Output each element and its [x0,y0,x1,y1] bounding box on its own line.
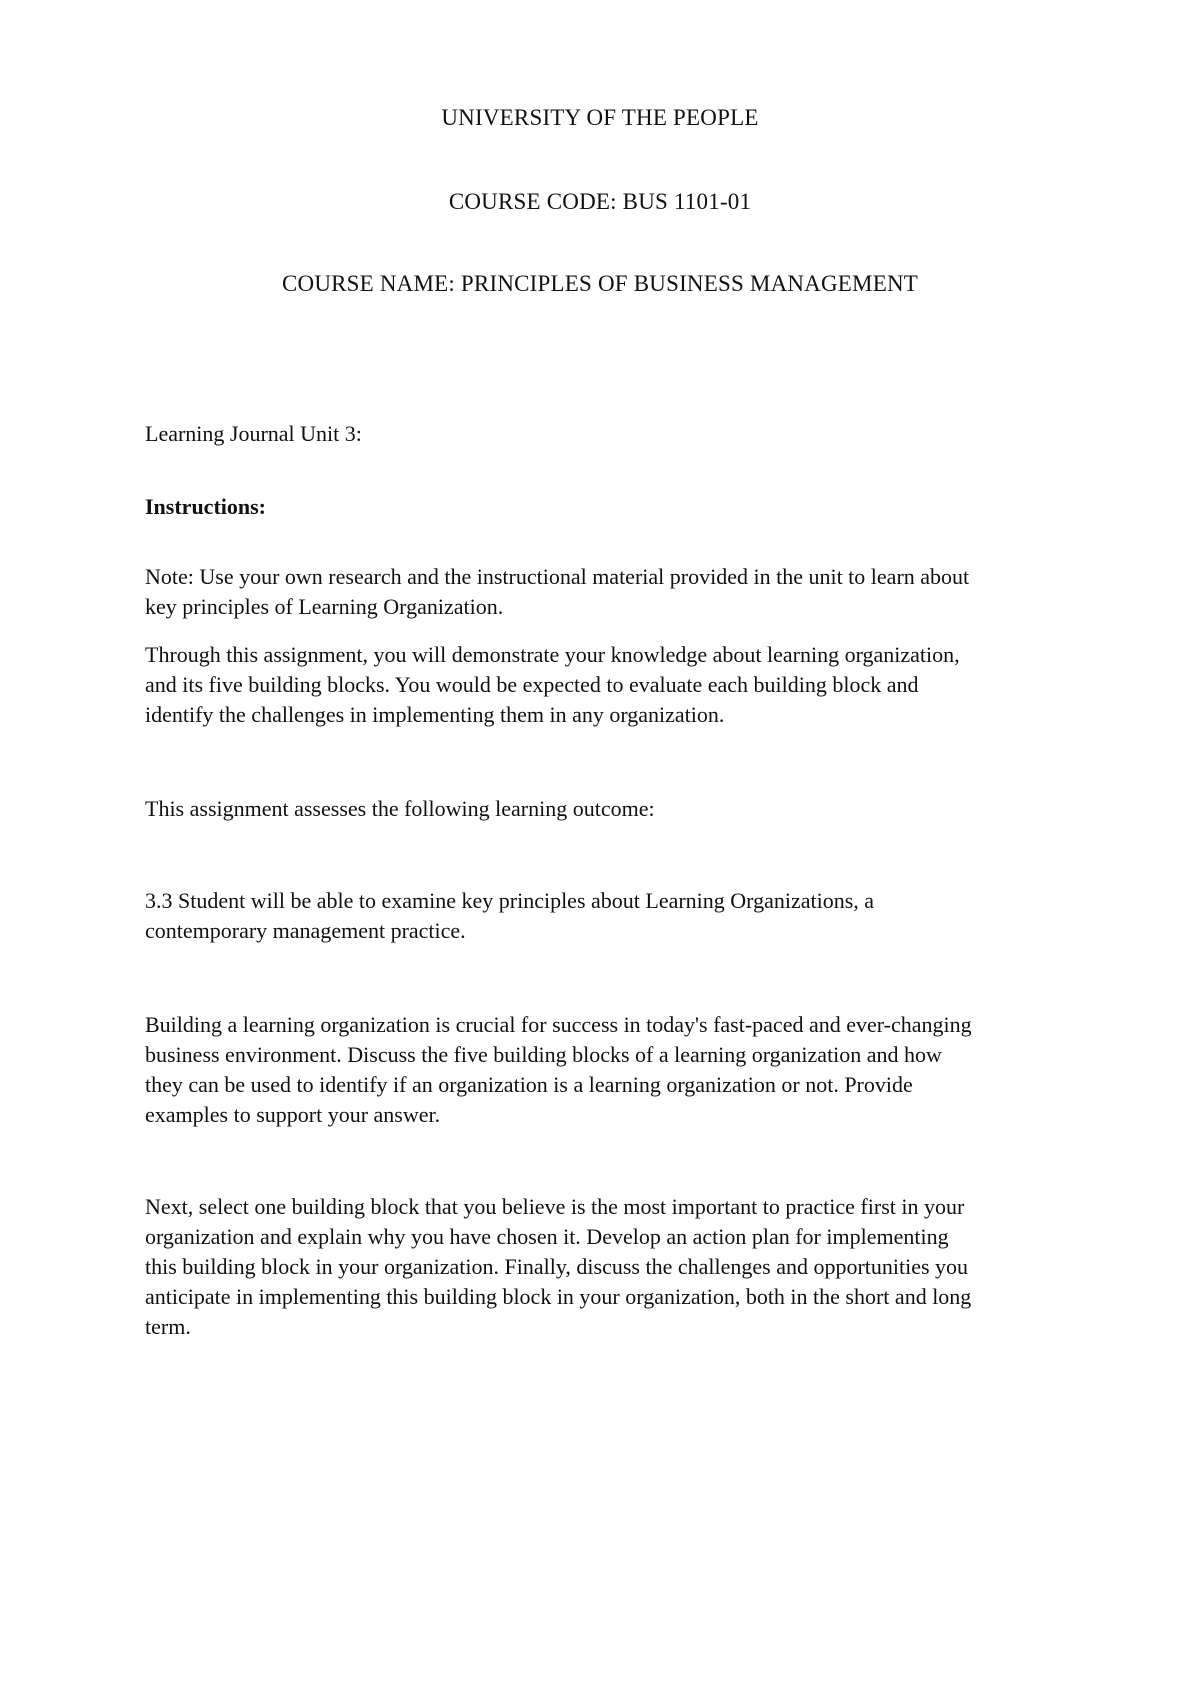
outcome-line: contemporary management practice. [145,918,466,943]
university-title: UNIVERSITY OF THE PEOPLE [441,105,759,130]
note-paragraph [145,562,1075,622]
next-line: this building block in your organization. Finally, discuss the challenges and opportunities you [145,1254,969,1279]
building-line: examples to support your answer. [145,1102,441,1127]
course-code: COURSE CODE: BUS 1101-01 [448,189,752,214]
note-line: Note: Use your own research and the instructional material provided in the unit to learn about [145,564,970,589]
next-line: term. [145,1314,191,1339]
through-paragraph [145,640,1075,730]
building-paragraph [145,1010,1075,1130]
building-line: Building a learning organization is crucial for success in today's fast-paced and ever-changing [145,1012,972,1037]
outcome-line: 3.3 Student will be able to examine key principles about Learning Organizations, a [145,888,875,913]
instructions-heading: Instructions: [145,494,267,519]
building-line: business environment. Discuss the five building blocks of a learning organization and how [145,1042,942,1067]
journal-title: Learning Journal Unit 3: [145,421,362,446]
note-line: key principles of Learning Organization. [145,594,504,619]
building-line: they can be used to identify if an organization is a learning organization or not. Provide [145,1072,913,1097]
through-line: Through this assignment, you will demonstrate your knowledge about learning organization, [145,642,960,667]
outcome-paragraph [145,886,1075,946]
course-name: COURSE NAME: PRINCIPLES OF BUSINESS MANAGEMENT [281,271,919,296]
next-line: Next, select one building block that you believe is the most important to practice first in your [145,1194,965,1219]
assesses-paragraph: This assignment assesses the following learning outcome: [145,796,655,821]
through-line: and its five building blocks. You would be expected to evaluate each building block and [145,672,919,697]
next-line: anticipate in implementing this building block in your organization, both in the short and long [145,1284,972,1309]
next-line: organization and explain why you have chosen it. Develop an action plan for implementing [145,1224,949,1249]
next-paragraph [145,1192,1075,1342]
through-line: identify the challenges in implementing them in any organization. [145,702,725,727]
